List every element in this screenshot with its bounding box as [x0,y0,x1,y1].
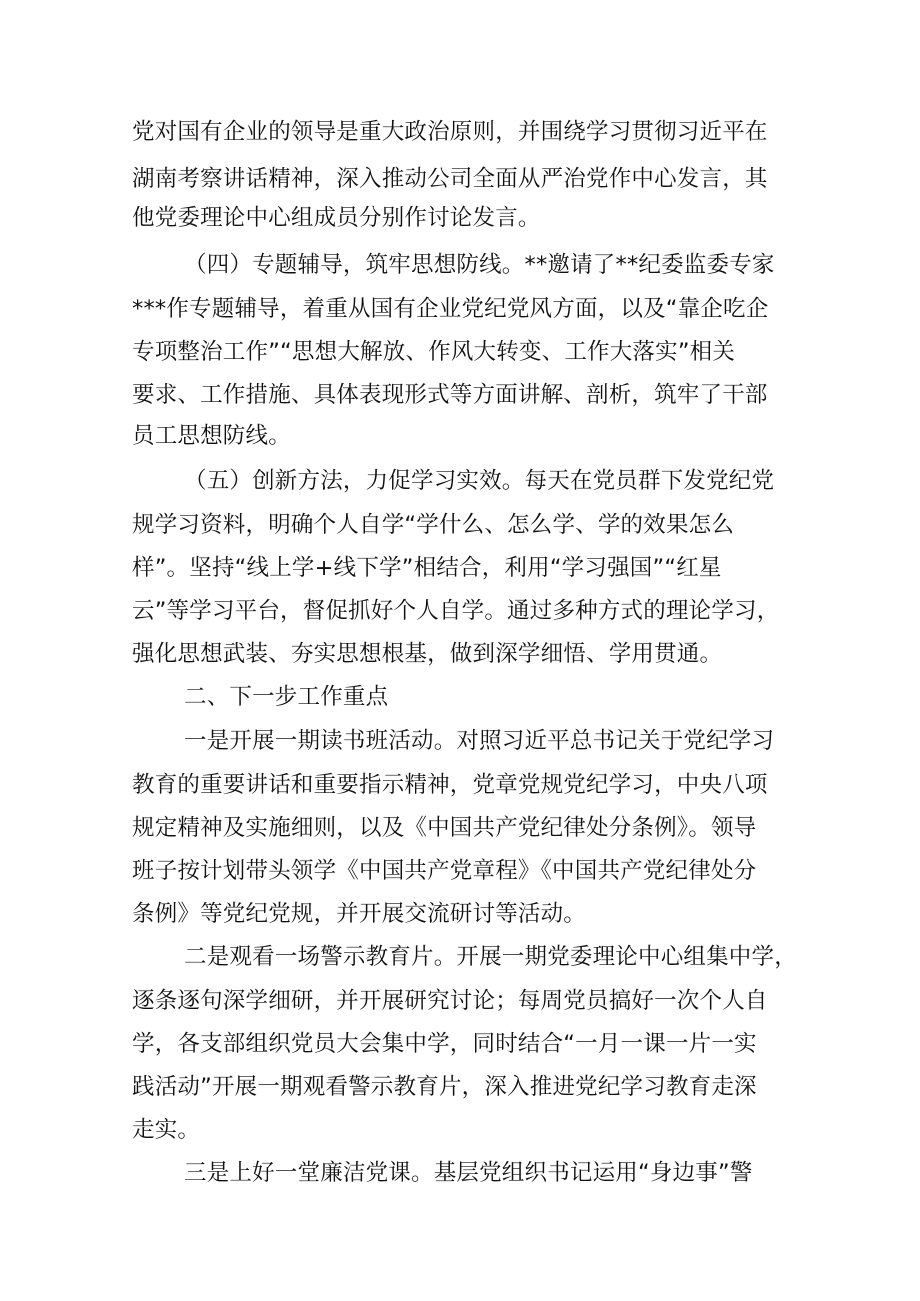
paragraph-heading: 三是上好一堂廉洁党课。基层党组织书记运用“身边事”警 [184,1160,753,1186]
text-line: 湖南考察讲话精神，深入推动公司全面从严治党作中心发言，其 [132,166,768,192]
text-line: 条例》等党纪党规，并开展交流研讨等活动。 [132,901,587,927]
text-line: 专项整治工作”“思想大解放、作风大转变、工作大落实”相关 [132,339,736,365]
text-line: ***作专题辅导，着重从国有企业党纪党风方面，以及“靠企吃企 [132,296,769,322]
text-line: 规学习资料，明确个人自学“学什么、怎么学、学的效果怎么 [132,512,735,538]
section-heading: 二、下一步工作重点 [184,684,389,710]
paragraph-heading: （五）创新方法，力促学习实效。每天在党员群下发党纪党 [184,468,775,494]
paragraph-heading: （四）专题辅导，筑牢思想防线。**邀请了**纪委监委专家 [184,252,775,278]
text-line: 走实。 [132,1117,201,1143]
text-line: 教育的重要讲话和重要指示精神，党章党规党纪学习，中央八项 [132,772,768,798]
text-line: 云”等学习平台，督促抓好个人自学。通过多种方式的理论学习， [132,598,780,624]
paragraph-heading: 一是开展一期读书班活动。对照习近平总书记关于党纪学习 [184,728,775,754]
text-line: 规定精神及实施细则，以及《中国共产党纪律处分条例》。领导 [132,815,757,841]
text-line: 学，各支部组织党员大会集中学，同时结合“一月一课一片一实 [132,1031,757,1057]
text-line: 他党委理论中心组成员分别作讨论发言。 [132,205,541,231]
text-line: 班子按计划带头领学《中国共产党章程》《中国共产党纪律处分 [132,858,757,884]
text-line: 员工思想防线。 [132,423,291,449]
text-line: 逐条逐句深学细研，并开展研究讨论；每周党员搞好一次个人自 [132,988,768,1014]
text-line: 要求、工作措施、具体表现形式等方面讲解、剖析，筑牢了干部 [132,382,768,408]
text-line: 践活动”开展一期观看警示教育片，深入推进党纪学习教育走深 [132,1074,757,1100]
text-line: 强化思想武装、夯实思想根基，做到深学细悟、学用贯通。 [132,641,723,667]
paragraph-heading: 二是观看一场警示教育片。开展一期党委理论中心组集中学， [184,944,797,970]
text-line: 样”。坚持“线上学+线下学”相结合，利用“学习强国”“红星 [132,555,722,581]
text-line: 党对国有企业的领导是重大政治原则，并围绕学习贯彻习近平在 [132,119,768,145]
